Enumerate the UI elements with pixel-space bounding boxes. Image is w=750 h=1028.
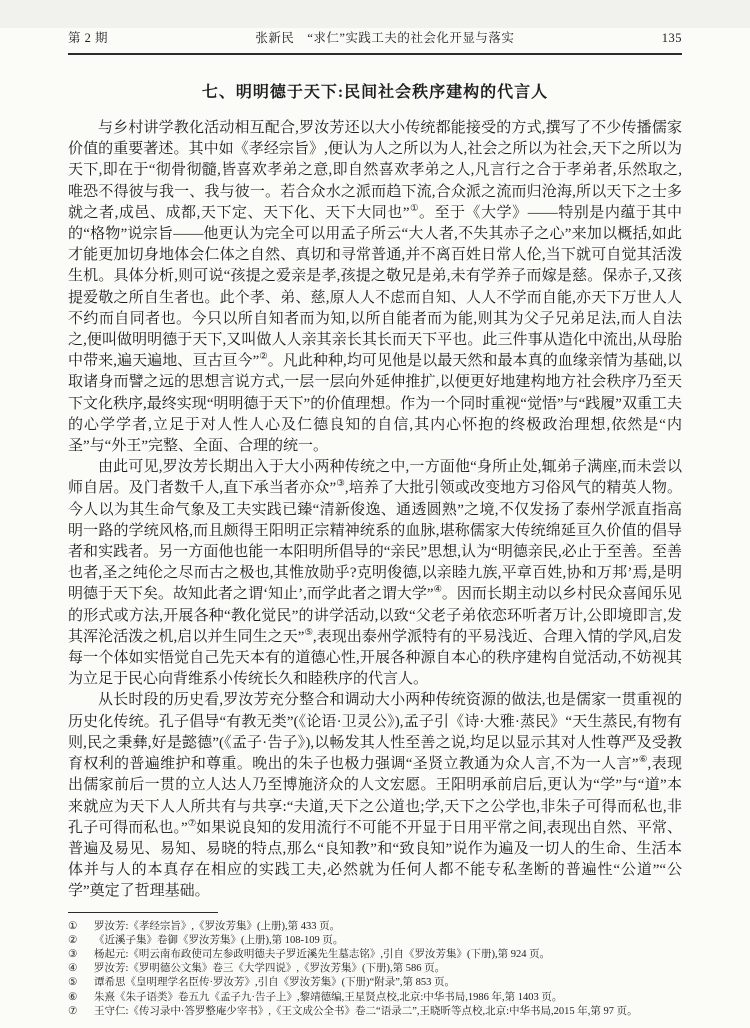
running-header <box>68 28 682 55</box>
page-number: 135 <box>661 31 682 45</box>
footnote-text: 杨起元:《明云南布政使司左参政明德夫子罗近溪先生墓志铭》,引自《罗汝芳集》(下册),第 924 页。 <box>94 948 551 960</box>
footnote-1 <box>68 920 690 934</box>
paragraph-2: 由此可见,罗汝芳长期出入于大小两种传统之中,一方面他“身所止处,辄弟子满座,而未尝以师自居。及门者数千人,直下承当者亦众”③,培养了大批引领或改变地方习俗风气的精英人物。今人以为其生命气象及工夫实践已臻“清新俊逸、通透圆熟”之境,不仅发扬了泰州学派直指高明一路的学统风格,而且颇得王阳明正宗精神统系的血脉,堪称儒家大传统绵延亘久价值的倡导者和实践者。另一方面他也能一本阳明所倡导的“亲民”思想,认为“明德亲民,必止于至善。至善也者,圣之纯伦之尽而古之极也,其惟放勋乎?克明俊德,以亲睦九族,平章百姓,协和万邦’焉,是明明德于天下矣。故知此者之谓‘知止’,而学此者之谓大学”④。因而长期主动以乡村民众喜闻乐见的形式或方法,开展各种“教化觉民”的讲学活动,以致“父老子弟依恋环听者万计,公即境即言,发其浑沦活泼之机,启以并生同生之天”⑤,表现出泰州学派特有的平易浅近、合理入情的学风,启发每一个体如实悟觉自己先天本有的道德心性,开展各种源自本心的秩序建构自觉活动,不妨视其为立足于民心向背维系小传统长久和睦秩序的代言人。 <box>68 459 682 688</box>
footnote-marker: ① <box>68 920 78 932</box>
footnote-4 <box>68 962 690 976</box>
footnote-7 <box>68 1005 690 1019</box>
article-body <box>68 118 682 903</box>
footnote-text: 罗汝芳:《孝经宗旨》,《罗汝芳集》(上册),第 433 页。 <box>94 920 341 932</box>
footnote-text: 《近溪子集》卷御《罗汝芳集》(上册),第 108-109 页。 <box>94 934 344 946</box>
footnote-marker: ③ <box>68 948 78 960</box>
footnote-2 <box>68 934 690 948</box>
footnote-5 <box>68 976 690 990</box>
footnote-divider <box>68 912 218 913</box>
footnote-text: 王守仁:《传习录中·答罗整庵少宰书》,《王文成公全书》卷二“语录二”,王晓昕等点校,北京:中华书局,2015 年,第 97 页。 <box>94 1005 638 1017</box>
issue-label: 第 2 期 <box>68 31 109 45</box>
section-title: 七、明明德于天下:民间社会秩序建构的代言人 <box>201 84 549 101</box>
footnotes <box>68 920 690 1019</box>
paragraph-3: 从长时段的历史看,罗汝芳充分整合和调动大小两种传统资源的做法,也是儒家一贯重视的历史化传统。孔子倡导“有教无类”(《论语·卫灵公》),孟子引《诗·大雅·蒸民》“天生蒸民,有物有则,民之秉彝,好是懿德”(《孟子·告子》),以畅发其人性至善之说,均足以显示其对人性尊严及受教育权利的普遍维护和尊重。晚出的朱子也极力强调“圣贤立教通为众人言,不为一人言”⑥,表现出儒家前后一贯的立人达人乃至博施济众的人文宏愿。王阳明承前启后,更认为“学”与“道”本来就应为天下人人所共有与共享:“夫道,天下之公道也;学,天下之公学也,非朱子可得而私也,非孔子可得而私也。”⑦如果说良知的发用流行不可能不开显于日用平常之间,表现出自然、平常、普遍及易见、易知、易晓的特点,那么“良知教”和“致良知”说作为遍及一切人的生命、生活本体并与人的本真存在相应的实践工夫,必然就为任何人都不能专私垄断的普遍性“公道”“公学”奠定了哲理基础。 <box>68 692 682 900</box>
footnote-text: 罗汝芳:《罗明德公文集》卷三《大学四说》,《罗汝芳集》(下册),第 586 页。 <box>94 963 446 975</box>
footnote-marker: ⑥ <box>68 991 78 1003</box>
footnote-marker: ⑦ <box>68 1005 78 1017</box>
running-title: 张新民 “求仁”实践工夫的社会化开显与落实 <box>255 31 515 45</box>
footnote-text: 朱熹《朱子语类》卷五九《孟子九·告子上》,黎靖德编,王星贤点校,北京:中华书局,1986 年,第 1403 页。 <box>94 991 563 1003</box>
footnote-marker: ④ <box>68 963 78 975</box>
footnote-6 <box>68 991 690 1005</box>
paragraph-1: 与乡村讲学教化活动相互配合,罗汝芳还以大小传统都能接受的方式,撰写了不少传播儒家价值的重要著述。其中如《孝经宗旨》,便认为人之所以为人,社会之所以为社会,天下之所以为天下,即在于“彻骨彻髓,皆喜欢孝弟之意,即自然喜欢孝弟之人,凡言行之合于孝弟者,乐然取之,唯恐不得彼与我一、我与彼一。若合众水之派而趋下流,合众派之流而归沧海,所以天下之士多就之者,成邑、成都,天下定、天下化、天下大同也”①。至于《大学》——特别是内蕴于其中的“格物”说宗旨——他更认为完全可以用孟子所云“大人者,不失其赤子之心”来加以概括,如此才能更加切身地体会仁体之自然、真切和寻常普通,并不离百姓日常人伦,当下就可自觉其活泼生机。具体分析,则可说“孩提之爱亲是孝,孩提之敬兄是弟,未有学养子而嫁是慈。保赤子,又孩提爱敬之所自生者也。此个孝、弟、慈,原人人不虑而自知、人人不学而自能,亦天下万世人人不约而自同者也。今只以所自知者而为知,以所自能者而为能,则其为父子兄弟足法,而人自法之,便叫做明明德于天下,又叫做人人亲其亲长其长而天下平也。此三件事从造化中流出,从母胎中带来,遍天遍地、亘古亘今”②。凡此种种,均可见他是以最天然和最本真的血缘亲情为基础,以取诸身而譬之远的思想言说方式,一层一层向外延伸推扩,以便更好地建构地方社会秩序乃至天下文化秩序,最终实现“明明德于天下”的价值理想。作为一个同时重视“觉悟”与“践履”双重工夫的心学学者,立足于对人性人心及仁德良知的自信,其内心怀抱的终极政治理想,依然是“内圣”与“外王”完整、全面、合理的统一。 <box>68 120 682 455</box>
paper-page <box>0 28 750 1028</box>
footnote-marker: ② <box>68 934 78 946</box>
footnote-text: 谭希思《皇明理学名臣传·罗汝芳》,引自《罗汝芳集》(下册)“附录”,第 853 页。 <box>94 977 456 989</box>
footnote-3 <box>68 948 690 962</box>
footnote-marker: ⑤ <box>68 977 78 989</box>
